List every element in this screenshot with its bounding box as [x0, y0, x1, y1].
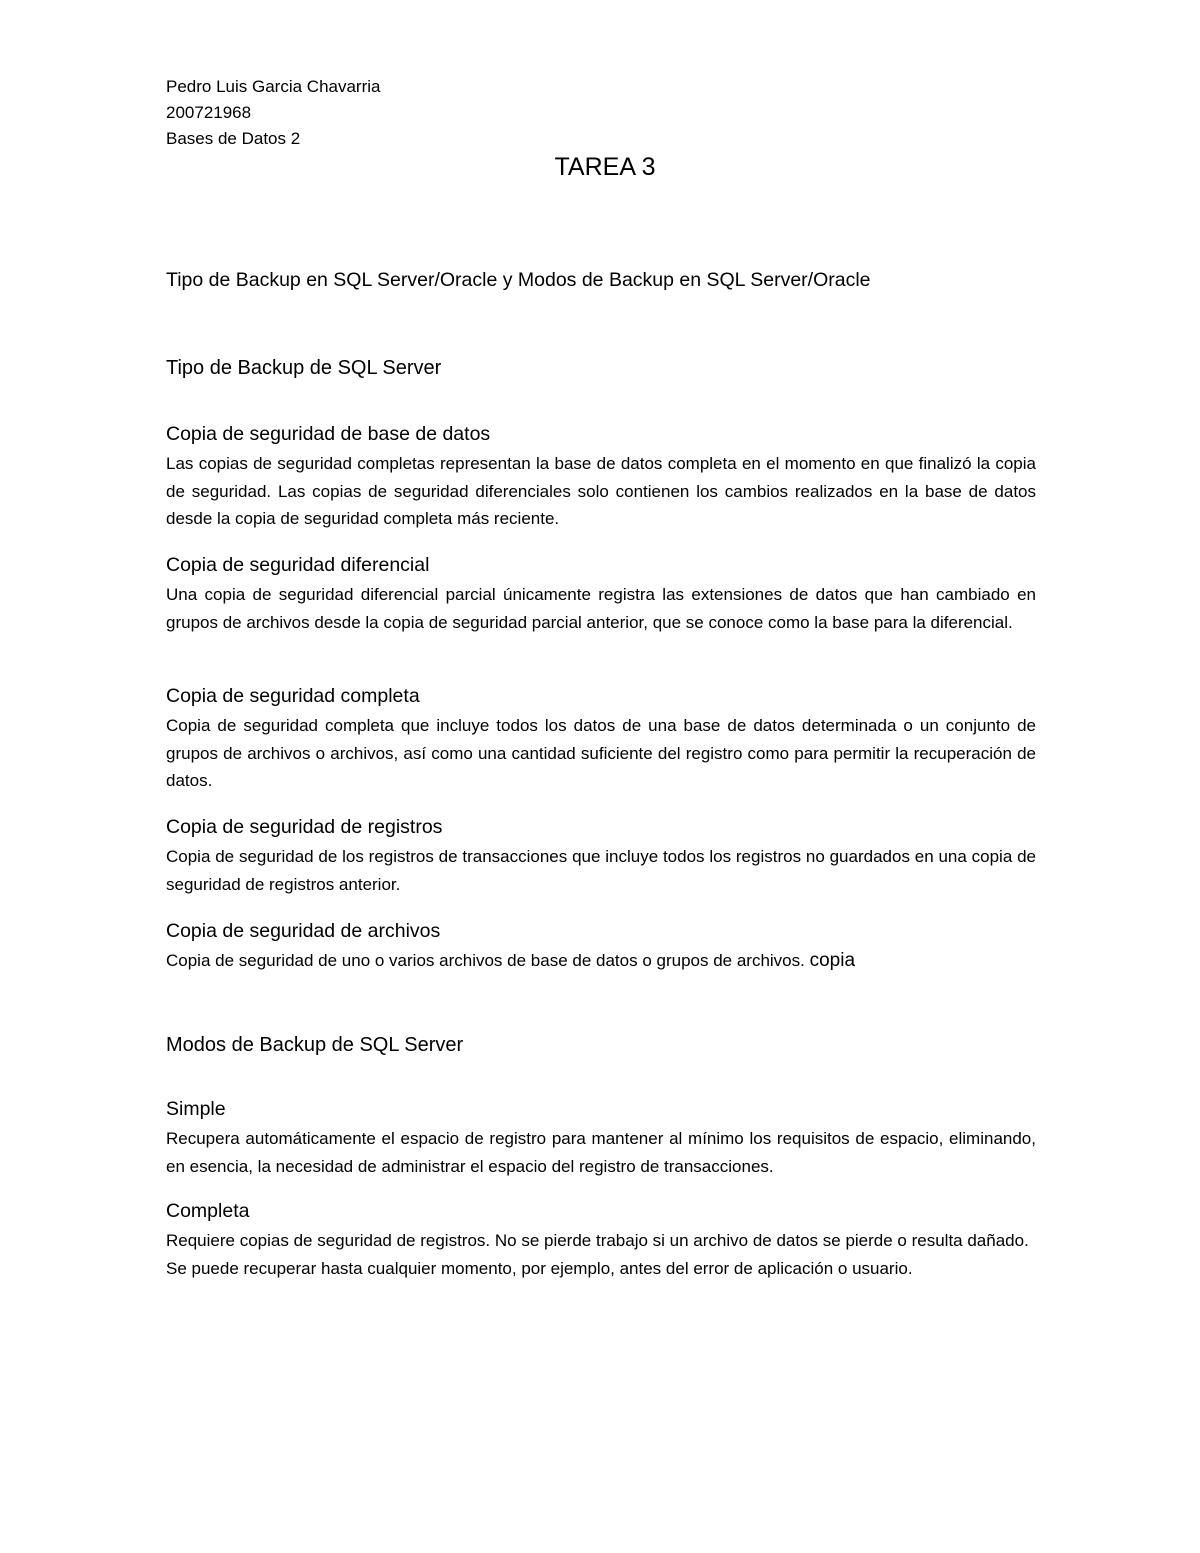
subsection-heading: Copia de seguridad de base de datos [166, 423, 491, 445]
subsection-text: Copia de seguridad completa que incluye todos los datos de una base de datos determinada o un conjunto de grupos de archivos o archivos, así como una cantidad suficiente del registro como para permitir la recuperación de datos. [166, 716, 1036, 790]
subsection-text: Recupera automáticamente el espacio de registro para mantener al mínimo los requisitos de espacio, eliminando, en esencia, la necesidad de administrar el espacio del registro de transacciones. [166, 1129, 1036, 1176]
main-heading: Tipo de Backup en SQL Server/Oracle y Modos de Backup en SQL Server/Oracle [166, 269, 871, 291]
document-header [166, 74, 380, 152]
subsection-full-backup [166, 685, 1036, 795]
trailing-word: copia [809, 950, 856, 971]
subsection-heading: Completa [166, 1200, 250, 1222]
subsection-simple-mode [166, 1098, 1036, 1180]
subsection-full-mode [166, 1200, 1036, 1282]
subsection-log-backup [166, 816, 1036, 898]
subsection-heading: Copia de seguridad de registros [166, 816, 443, 838]
subsection-text: Requiere copias de seguridad de registros. No se pierde trabajo si un archivo de datos se pierde o resulta dañado. [166, 1231, 1029, 1250]
subsection-text-extra: Se puede recuperar hasta cualquier momento, por ejemplo, antes del error de aplicación o usuario. [166, 1258, 913, 1278]
subsection-text: Copia de seguridad de los registros de transacciones que incluye todos los registros no guardados en una copia de seguridad de registros anterior. [166, 847, 1036, 894]
subsection-text [166, 947, 1036, 975]
subsection-heading: Copia de seguridad diferencial [166, 554, 430, 576]
course-name: Bases de Datos 2 [166, 129, 301, 148]
subsection-heading: Simple [166, 1098, 226, 1120]
section-title-types: Tipo de Backup de SQL Server [166, 357, 442, 379]
subsection-differential-backup [166, 554, 1036, 636]
subsection-file-backup [166, 920, 1036, 975]
subsection-text: Una copia de seguridad diferencial parcial únicamente registra las extensiones de datos que han cambiado en grupos de archivos desde la copia de seguridad parcial anterior, que se conoce como la base para la diferencial. [166, 585, 1036, 632]
subsection-heading: Copia de seguridad de archivos [166, 920, 441, 942]
subsection-heading: Copia de seguridad completa [166, 685, 420, 707]
subsection-text-body: Copia de seguridad de uno o varios archivos de base de datos o grupos de archivos. [166, 951, 805, 970]
subsection-database-backup [166, 423, 1036, 533]
author-name: Pedro Luis Garcia Chavarria [166, 77, 381, 96]
section-title-modes: Modos de Backup de SQL Server [166, 1034, 464, 1056]
document-title: TAREA 3 [554, 153, 656, 181]
student-id: 200721968 [166, 103, 252, 122]
subsection-text: Las copias de seguridad completas representan la base de datos completa en el momento en que finalizó la copia de seguridad. Las copias de seguridad diferenciales solo contienen los cambios realizados en la base de datos desde la copia de seguridad completa más reciente. [166, 454, 1036, 528]
